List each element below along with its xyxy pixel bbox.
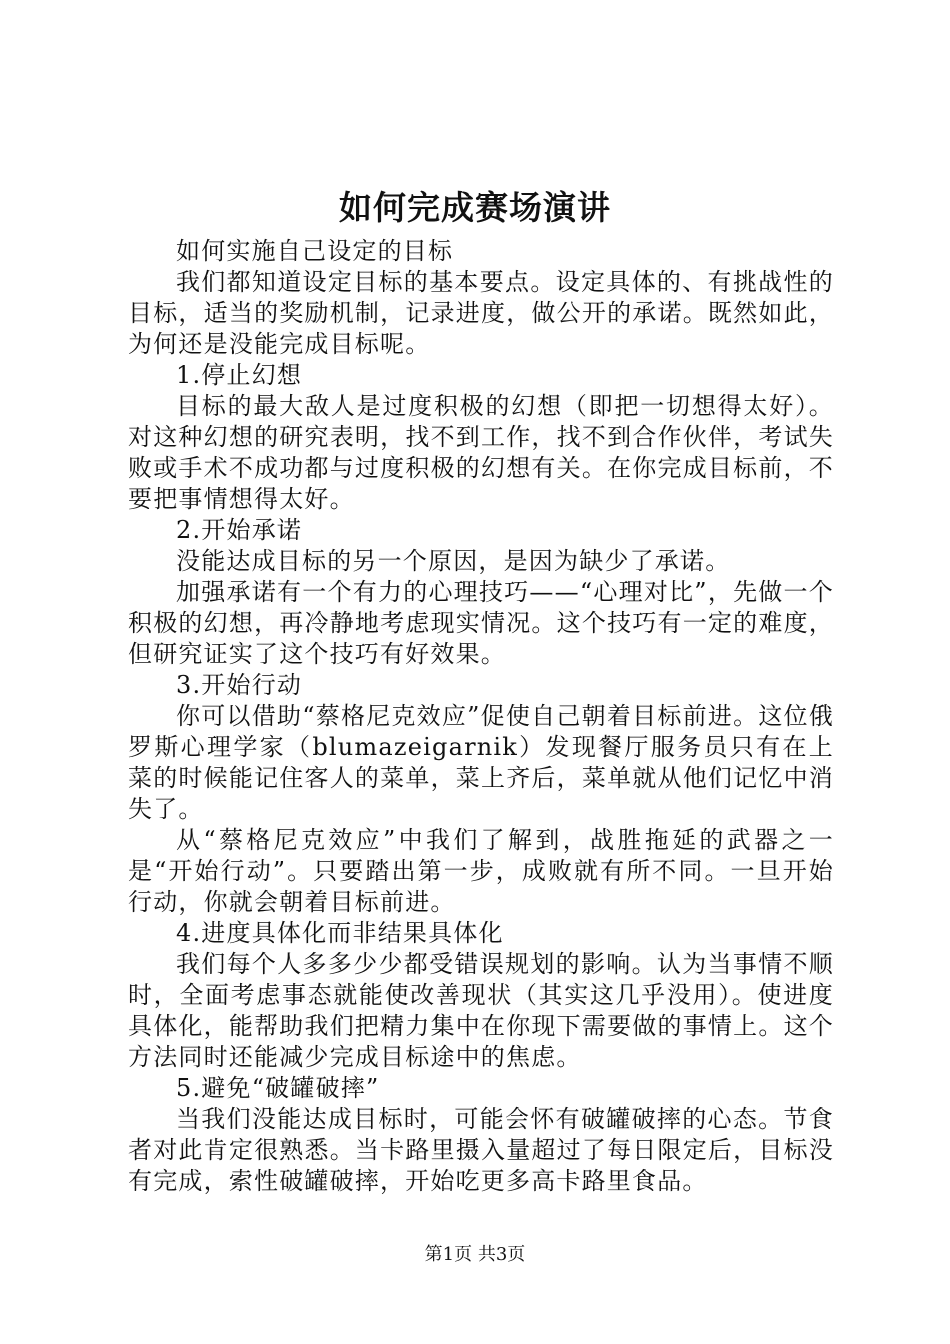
paragraph-3b: 从“蔡格尼克效应”中我们了解到，战胜拖延的武器之一是“开始行动”。只要踏出第一步，成败就有所不同。一旦开始行动，你就会朝着目标前进。 — [128, 826, 834, 916]
document-title: 如何完成赛场演讲 — [339, 188, 611, 227]
page-footer: 第1页 共3页 — [424, 1244, 526, 1265]
heading-5: 5.避免“破罐破摔” — [176, 1074, 380, 1102]
paragraph-1: 目标的最大敌人是过度积极的幻想（即把一切想得太好）。对这种幻想的研究表明，找不到工作，找不到合作伙伴，考试失败或手术不成功都与过度积极的幻想有关。在你完成目标前，不要把事情想得太好。 — [128, 392, 834, 513]
paragraph-2b: 加强承诺有一个有力的心理技巧——“心理对比”，先做一个积极的幻想，再冷静地考虑现实情况。这个技巧有一定的难度，但研究证实了这个技巧有好效果。 — [128, 578, 834, 668]
paragraph-5: 当我们没能达成目标时，可能会怀有破罐破摔的心态。节食者对此肯定很熟悉。当卡路里摄入量超过了每日限定后，目标没有完成，索性破罐破摔，开始吃更多高卡路里食品。 — [128, 1105, 834, 1195]
paragraph-intro: 我们都知道设定目标的基本要点。设定具体的、有挑战性的目标，适当的奖励机制，记录进度，做公开的承诺。既然如此，为何还是没能完成目标呢。 — [128, 268, 834, 358]
heading-1: 1.停止幻想 — [176, 361, 303, 389]
heading-3: 3.开始行动 — [176, 671, 303, 699]
heading-2: 2.开始承诺 — [176, 516, 303, 544]
paragraph-subtitle: 如何实施自己设定的目标 — [176, 237, 454, 265]
paragraph-3a: 你可以借助“蔡格尼克效应”促使自己朝着目标前进。这位俄罗斯心理学家（blumazeigarnik）发现餐厅服务员只有在上菜的时候能记住客人的菜单，菜上齐后，菜单就从他们记忆中消失了。 — [128, 702, 834, 823]
heading-4: 4.进度具体化而非结果具体化 — [176, 919, 504, 947]
document-body — [128, 236, 834, 1197]
paragraph-2a: 没能达成目标的另一个原因，是因为缺少了承诺。 — [176, 547, 731, 575]
paragraph-4: 我们每个人多多少少都受错误规划的影响。认为当事情不顺时，全面考虑事态就能使改善现状（其实这几乎没用）。使进度具体化，能帮助我们把精力集中在你现下需要做的事情上。这个方法同时还能减少完成目标途中的焦虑。 — [128, 950, 834, 1071]
